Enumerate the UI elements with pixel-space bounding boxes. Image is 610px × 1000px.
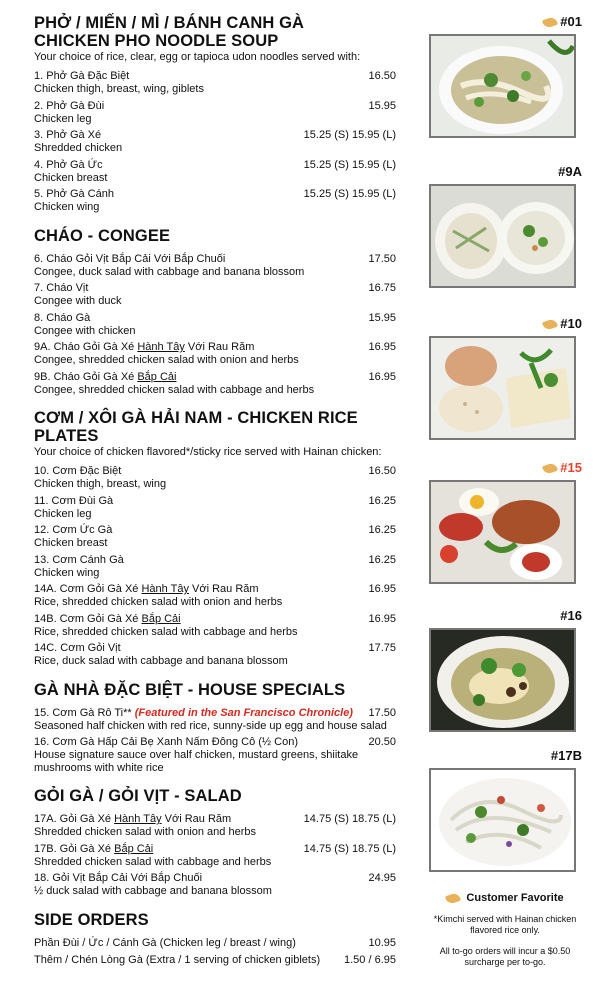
menu-item	[34, 954, 396, 967]
item-name-text: 8. Cháo Gà	[34, 311, 91, 324]
menu-item	[34, 583, 396, 609]
menu-item	[34, 100, 396, 126]
item-name-text: 7. Cháo Vịt	[34, 282, 89, 294]
photo-number: #15	[560, 460, 582, 475]
item-name	[34, 613, 181, 626]
menu-item	[34, 937, 396, 950]
item-name-text: 14C. Cơm Gỏi Vịt	[34, 642, 121, 654]
menu-section	[34, 227, 396, 397]
item-name	[34, 707, 353, 720]
photo-number: #01	[560, 14, 582, 29]
item-description: Chicken thigh, breast, wing	[34, 478, 167, 490]
menu-section	[34, 681, 396, 775]
menu-item-row	[34, 613, 396, 626]
item-description: Congee with duck	[34, 295, 122, 307]
item-price: 24.95	[368, 872, 396, 884]
item-name-text: 18. Gỏi Vịt Bắp Cải Với Bắp Chuối	[34, 872, 203, 884]
salad-photo	[429, 768, 576, 872]
item-name	[34, 495, 113, 508]
item-name-text: 13. Cơm Cánh Gà	[34, 553, 124, 566]
menu-item-row	[34, 70, 396, 83]
item-name	[34, 282, 88, 295]
menu-item	[34, 554, 396, 580]
item-price: 16.95	[368, 583, 396, 595]
item-name-part: 17B. Gỏi Gà Xé	[34, 842, 115, 855]
section-subtitle: Your choice of chicken flavored*/sticky rice served with Hainan chicken:	[34, 446, 382, 458]
item-name	[34, 341, 254, 354]
item-name-part: 17A. Gỏi Gà Xé	[34, 813, 115, 825]
menu-item	[34, 613, 396, 639]
item-name-text: 12. Cơm Ức Gà	[34, 524, 113, 536]
menu-item	[34, 524, 396, 550]
menu-item	[34, 642, 396, 668]
menu-item-row	[34, 465, 396, 478]
item-name-part: Với Rau Răm	[161, 813, 232, 825]
item-name	[34, 736, 298, 749]
item-name	[34, 554, 124, 567]
item-name-underlined: Bắp Cải	[141, 612, 181, 625]
menu-item	[34, 341, 396, 367]
item-name-text: 5. Phở Gà Cánh	[34, 188, 114, 200]
menu-item-row	[34, 524, 396, 537]
section-title: CƠM / XÔI GÀ HẢI NAM - CHICKEN RICE PLATES	[34, 409, 358, 445]
item-description: Rice, shredded chicken salad with cabbage and herbs	[34, 625, 298, 638]
section-title: CHÁO - CONGEE	[34, 226, 171, 245]
item-description: Chicken wing	[34, 201, 100, 213]
item-name	[34, 872, 202, 885]
item-name-text: 4. Phở Gà Ức	[34, 158, 103, 171]
section-title: PHỞ / MIẾN / MÌ / BÁNH CANH GÀ	[34, 14, 305, 32]
item-description: Shredded chicken salad with onion and herbs	[34, 826, 256, 838]
item-name-underlined: Bắp Cải	[137, 370, 177, 383]
menu-item-row	[34, 253, 396, 266]
item-name	[34, 70, 129, 83]
item-price: 16.25	[368, 494, 396, 507]
item-name	[34, 642, 121, 655]
menu-item-row	[34, 937, 396, 950]
item-description: Congee, shredded chicken salad with onion and herbs	[34, 354, 299, 366]
menu-item	[34, 495, 396, 521]
photo-number: #17B	[550, 748, 582, 763]
featured-note: (Featured in the San Francisco Chronicle)	[134, 706, 353, 719]
menu-column	[34, 14, 396, 967]
item-name	[34, 954, 320, 967]
photo-block	[420, 748, 590, 872]
item-price: 17.75	[368, 642, 396, 654]
menu-item-row	[34, 872, 396, 885]
item-name-text: Phần Đùi / Ức / Cánh Gà (Chicken leg / breast / wing)	[34, 936, 296, 949]
item-name-text: 1. Phở Gà Đặc Biệt	[34, 70, 130, 82]
photo-label	[420, 748, 590, 768]
item-name	[34, 100, 104, 113]
favorite-icon	[542, 16, 558, 29]
item-price: 16.95	[368, 612, 396, 625]
pho-bowl-photo	[429, 34, 576, 138]
menu-item-row	[34, 371, 396, 384]
item-description: Chicken wing	[34, 566, 100, 579]
photo-block	[420, 316, 590, 440]
item-name	[34, 937, 296, 950]
menu-item-row	[34, 100, 396, 113]
item-name	[34, 524, 112, 537]
item-name-part: 9B. Cháo Gỏi Gà Xé	[34, 370, 138, 383]
item-name	[34, 188, 114, 201]
item-price: 15.25 (S) 15.95 (L)	[303, 188, 396, 200]
photo-number: #10	[560, 316, 582, 331]
item-price: 20.50	[368, 736, 396, 748]
item-description: Congee, shredded chicken salad with cabbage and herbs	[34, 383, 315, 396]
item-name-text: 3. Phở Gà Xé	[34, 129, 102, 141]
menu-item	[34, 813, 396, 839]
menu-item-row	[34, 736, 396, 749]
item-name-text: Thêm / Chén Lòng Gà (Extra / 1 serving of chicken giblets)	[34, 953, 321, 966]
menu-item	[34, 465, 396, 491]
favorite-icon	[542, 318, 558, 331]
item-description: Shredded chicken	[34, 142, 123, 154]
photo-block	[420, 14, 590, 138]
item-price: 17.50	[368, 706, 396, 719]
steamed-chicken-photo	[429, 628, 576, 732]
item-name-text: 6. Cháo Gỏi Vịt Bắp Cải Với Bắp Chuối	[34, 252, 226, 265]
kimchi-note: *Kimchi served with Hainan chicken flavored rice only.	[433, 914, 577, 935]
menu-item	[34, 159, 396, 185]
item-name-part: Với Rau Răm	[188, 583, 259, 595]
item-price: 15.25 (S) 15.95 (L)	[303, 129, 396, 141]
item-name-underlined: Hành Tây	[141, 583, 189, 595]
item-description: Chicken breast	[34, 171, 108, 184]
menu-item-row	[34, 188, 396, 201]
menu-item-row	[34, 282, 396, 295]
menu-item-row	[34, 583, 396, 596]
section-title: GỎI GÀ / GỎI VỊT - SALAD	[34, 787, 242, 805]
item-description: Rice, shredded chicken salad with onion and herbs	[34, 596, 283, 608]
item-name-text: 10. Cơm Đặc Biệt	[34, 465, 122, 477]
item-name-part: 14B. Cơm Gỏi Gà Xé	[34, 612, 142, 625]
item-description: Seasoned half chicken with red rice, sunny-side up egg and house salad	[34, 719, 387, 732]
item-description: Shredded chicken salad with cabbage and herbs	[34, 855, 272, 868]
item-name	[34, 253, 225, 266]
item-description: Chicken thigh, breast, wing, giblets	[34, 83, 204, 95]
menu-item	[34, 282, 396, 308]
item-description: ½ duck salad with cabbage and banana blossom	[34, 885, 272, 897]
item-name-text: 11. Cơm Đùi Gà	[34, 494, 114, 507]
item-price: 15.95	[368, 99, 396, 112]
photo-label	[420, 14, 590, 34]
menu-item	[34, 736, 396, 774]
menu-item	[34, 707, 396, 733]
item-price: 15.25 (S) 15.95 (L)	[303, 158, 396, 171]
menu-item	[34, 70, 396, 96]
item-price: 16.50	[368, 70, 396, 82]
menu-item	[34, 312, 396, 338]
favorite-icon	[542, 462, 558, 475]
item-price: 1.50 / 6.95	[344, 953, 396, 966]
menu-item-row	[34, 707, 396, 720]
item-description: Chicken leg	[34, 112, 92, 125]
roast-chicken-photo	[429, 480, 576, 584]
item-name-underlined: Hành Tây	[114, 813, 162, 825]
item-name	[34, 843, 153, 856]
photo-label	[420, 460, 590, 480]
item-name	[34, 583, 259, 596]
item-description: House signature sauce over half chicken, mustard greens, shiitake mushrooms with white rice	[34, 749, 359, 774]
item-name-text: 2. Phở Gà Đùi	[34, 99, 105, 112]
item-price: 16.95	[368, 370, 396, 383]
item-name	[34, 312, 90, 325]
photo-block	[420, 460, 590, 584]
item-name	[34, 159, 103, 172]
photo-label	[420, 164, 590, 184]
menu-item-row	[34, 312, 396, 325]
item-description: Rice, duck salad with cabbage and banana blossom	[34, 655, 288, 667]
customer-favorite-label: Customer Favorite	[466, 892, 564, 904]
photo-label	[420, 608, 590, 628]
item-description: Chicken breast	[34, 537, 108, 549]
section-title-english: CHICKEN PHO NOODLE SOUP	[34, 32, 279, 50]
item-price: 16.50	[368, 465, 396, 477]
item-name-underlined: Hành Tây	[137, 341, 185, 353]
menu-section	[34, 409, 396, 668]
item-name-part: Với Rau Răm	[184, 341, 255, 353]
menu-item	[34, 129, 396, 155]
item-name-part: 14A. Cơm Gỏi Gà Xé	[34, 583, 142, 595]
customer-favorite-legend	[420, 892, 590, 904]
favorite-icon	[445, 891, 461, 904]
section-title: SIDE ORDERS	[34, 910, 149, 929]
menu-item-row	[34, 642, 396, 655]
item-name	[34, 465, 121, 478]
section-subtitle: Your choice of rice, clear, egg or tapioca udon noodles served with:	[34, 51, 361, 63]
togo-note: All to-go orders will incur a $0.50 surcharge per to-go.	[439, 946, 571, 967]
menu-item-row	[34, 341, 396, 354]
item-price: 15.95	[368, 311, 396, 324]
photo-number: #9A	[558, 164, 582, 179]
menu-item	[34, 843, 396, 869]
section-title: GÀ NHÀ ĐẶC BIỆT - HOUSE SPECIALS	[34, 680, 346, 699]
item-price: 14.75 (S) 18.75 (L)	[303, 842, 396, 855]
menu-item	[34, 872, 396, 898]
menu-item	[34, 371, 396, 397]
item-description: Chicken leg	[34, 507, 92, 520]
item-price: 16.95	[368, 341, 396, 353]
menu-item-row	[34, 954, 396, 967]
item-price: 16.25	[368, 553, 396, 566]
menu-item-row	[34, 843, 396, 856]
item-price: 17.50	[368, 252, 396, 265]
item-description: Congee, duck salad with cabbage and banana blossom	[34, 265, 305, 278]
congee-photo	[429, 184, 576, 288]
menu-item-row	[34, 813, 396, 826]
menu-item	[34, 188, 396, 214]
photo-label	[420, 316, 590, 336]
menu-item-row	[34, 159, 396, 172]
photo-block	[420, 608, 590, 732]
item-description: Congee with chicken	[34, 324, 136, 337]
item-price: 16.25	[368, 524, 396, 536]
item-name	[34, 129, 101, 142]
menu-item-row	[34, 129, 396, 142]
item-price: 14.75 (S) 18.75 (L)	[303, 813, 396, 825]
item-price: 16.75	[368, 282, 396, 294]
item-name	[34, 371, 176, 384]
item-name	[34, 813, 231, 826]
menu-item-row	[34, 495, 396, 508]
menu-item-row	[34, 554, 396, 567]
menu-item	[34, 253, 396, 279]
item-name-part: 9A. Cháo Gỏi Gà Xé	[34, 341, 138, 353]
chicken-rice-photo	[429, 336, 576, 440]
menu-section	[34, 787, 396, 898]
menu-section	[34, 14, 396, 214]
item-price: 10.95	[368, 936, 396, 949]
photo-block	[420, 164, 590, 288]
item-name-text: 16. Cơm Gà Hấp Cải Bẹ Xanh Nấm Đông Cô (½ Con)	[34, 736, 298, 748]
item-name-underlined: Bắp Cải	[114, 842, 154, 855]
menu-section	[34, 911, 396, 967]
legend	[420, 892, 590, 968]
item-name-text: 15. Cơm Gà Rô Ti**	[34, 706, 132, 719]
photo-number: #16	[560, 608, 582, 623]
